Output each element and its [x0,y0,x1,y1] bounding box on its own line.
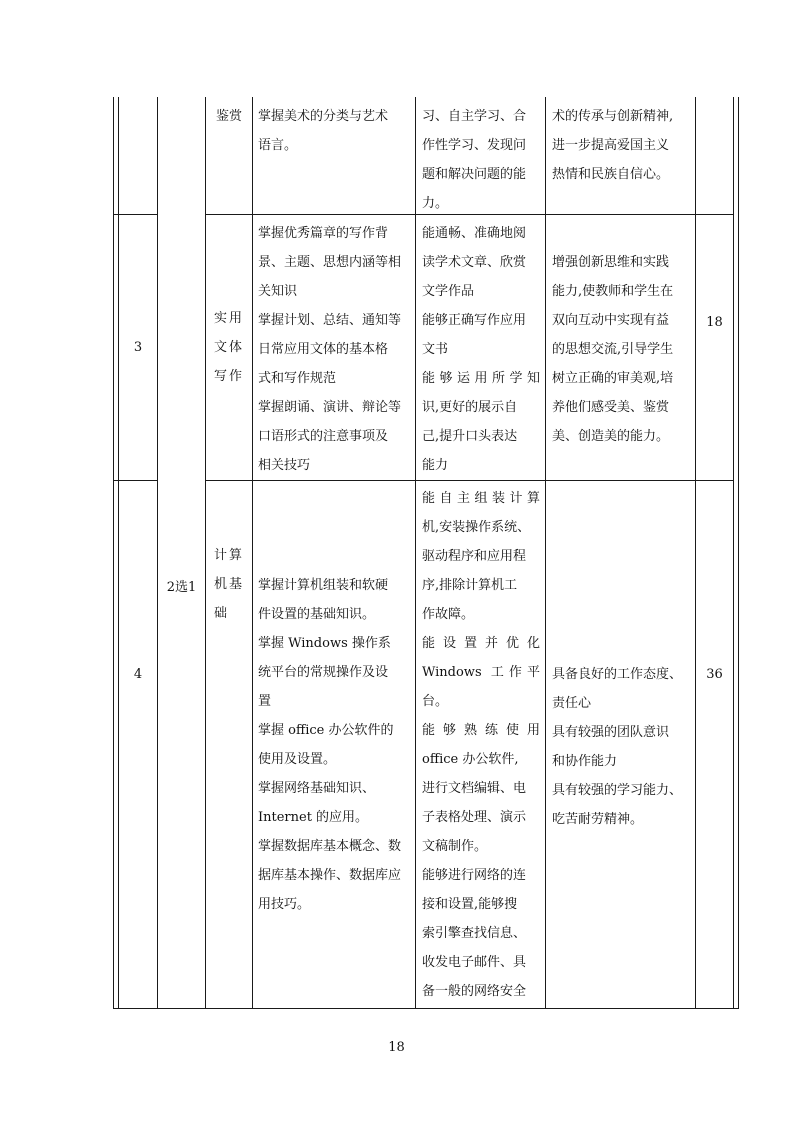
knowledge-line: 据库基本操作、数据库应 [258,868,402,883]
module-line: 写作 [214,369,245,384]
knowledge-line: 关知识 [258,284,298,299]
module-line: 础 [214,606,230,621]
ability-line: 文书 [422,342,449,357]
hours-value: 36 [706,667,723,682]
knowledge-cell [258,102,410,160]
knowledge-cell [258,219,410,480]
table-border-line [113,1008,739,1009]
knowledge-line: 口语形式的注意事项及 [258,429,389,444]
table-border-line [113,97,114,1009]
knowledge-line: 掌握 Windows 操作系 [258,636,391,651]
knowledge-line: 掌握优秀篇章的写作背 [258,226,389,241]
ability-line: 能够运用所学知 [422,371,540,386]
quality-line: 术的传承与创新精神, [552,109,674,124]
ability-cell [422,484,540,1006]
ability-line: Windows 工作平 [422,665,540,680]
ability-line: 能通畅、准确地阅 [422,226,527,241]
knowledge-line: 相关技巧 [258,458,311,473]
quality-line: 美、创造美的能力。 [552,429,670,444]
knowledge-line: 统平台的常规操作及设 [258,665,389,680]
knowledge-line: 使用及设置。 [258,752,337,767]
row-number: 4 [133,667,143,682]
module-cell [206,541,252,628]
ability-line: 题和解决问题的能 [422,167,527,182]
ability-line: 能够熟练使用 [422,723,540,738]
knowledge-line: 掌握 office 办公软件的 [258,723,394,738]
ability-line: office 办公软件, [422,752,519,767]
row-number-cell [119,215,157,480]
table-border-line [252,97,253,1009]
hours-value: 18 [706,315,723,330]
quality-line: 具有较强的团队意识 [552,725,670,740]
module-name: 鉴赏 [215,109,242,124]
ability-line: 机,安装操作系统、 [422,520,531,535]
knowledge-line: Internet 的应用。 [258,810,369,825]
quality-line: 责任心 [552,696,592,711]
ability-line: 能力 [422,458,449,473]
module-line: 计算 [214,548,245,563]
ability-cell [422,102,540,218]
ability-line: 能够正确写作应用 [422,313,527,328]
page-number: 18 [388,1040,405,1055]
hours-cell [696,660,733,689]
quality-line: 树立正确的审美观,培 [552,371,674,386]
ability-line: 进行文档编辑、电 [422,781,527,796]
table-border-line [205,480,734,481]
ability-line: 作故障。 [422,607,475,622]
row-number: 3 [133,340,143,355]
hours-cell [696,308,733,337]
ability-cell [422,219,540,480]
module-cell [206,97,252,214]
course-type: 2选1 [166,579,197,595]
quality-line: 增强创新思维和实践 [552,255,670,270]
quality-line: 吃苦耐劳精神。 [552,812,644,827]
ability-line: 驱动程序和应用程 [422,549,527,564]
knowledge-line: 日常应用文体的基本格 [258,342,389,357]
table-border-line [733,97,734,1009]
knowledge-line: 景、主题、思想内涵等相 [258,255,402,270]
ability-line: 识,更好的展示自 [422,400,518,415]
row-number-cell [119,660,157,689]
ability-line: 文稿制作。 [422,839,488,854]
knowledge-line: 掌握计划、总结、通知等 [258,313,402,328]
ability-line: 台。 [422,694,449,709]
quality-line: 的思想交流,引导学生 [552,342,674,357]
course-type-cell [158,480,205,694]
ability-line: 索引擎查找信息、 [422,926,527,941]
module-line: 机基 [214,577,245,592]
module-line: 文体 [214,340,245,355]
table-border-line [415,97,416,1009]
quality-line: 进一步提高爱国主义 [552,138,670,153]
knowledge-line: 语言。 [258,138,298,153]
quality-cell [552,660,692,834]
ability-line: 习、自主学习、合 [422,109,527,124]
knowledge-line: 掌握计算机组装和软硬 [258,578,389,593]
table-border-line [113,480,157,481]
knowledge-line: 件设置的基础知识。 [258,607,376,622]
knowledge-line: 置 [258,694,272,709]
knowledge-line: 掌握美术的分类与艺术 [258,109,389,124]
quality-line: 能力,使教师和学生在 [552,284,674,299]
table-border-line [695,97,696,1009]
ability-line: 能够进行网络的连 [422,868,527,883]
knowledge-line: 掌握数据库基本概念、数 [258,839,402,854]
ability-line: 作性学习、发现问 [422,138,527,153]
ability-line: 力。 [422,196,449,211]
ability-line: 读学术文章、欣赏 [422,255,527,270]
quality-line: 双向互动中实现有益 [552,313,670,328]
quality-line: 热情和民族自信心。 [552,167,670,182]
quality-line: 具备良好的工作态度、 [552,667,683,682]
ability-line: 收发电子邮件、具 [422,955,527,970]
ability-line: 能自主组装计算 [422,491,540,506]
knowledge-line: 掌握网络基础知识、 [258,781,376,796]
ability-line: 能设置并优化 [422,636,540,651]
quality-cell [552,102,692,189]
ability-line: 己,提升口头表达 [422,429,518,444]
table-border-line [545,97,546,1009]
module-cell [206,215,252,480]
quality-line: 具有较强的学习能力、 [552,783,683,798]
ability-line: 文学作品 [422,284,475,299]
quality-cell [552,248,692,451]
ability-line: 备一般的网络安全 [422,984,527,999]
table-border-line [738,97,739,1009]
knowledge-cell [258,571,410,919]
knowledge-line: 式和写作规范 [258,371,337,386]
quality-line: 和协作能力 [552,754,618,769]
quality-line: 养他们感受美、鉴赏 [552,400,670,415]
knowledge-line: 用技巧。 [258,897,311,912]
ability-line: 接和设置,能够搜 [422,897,518,912]
ability-line: 序,排除计算机工 [422,578,518,593]
module-line: 实用 [214,311,245,326]
ability-line: 子表格处理、演示 [422,810,527,825]
knowledge-line: 掌握朗诵、演讲、辩论等 [258,400,402,415]
